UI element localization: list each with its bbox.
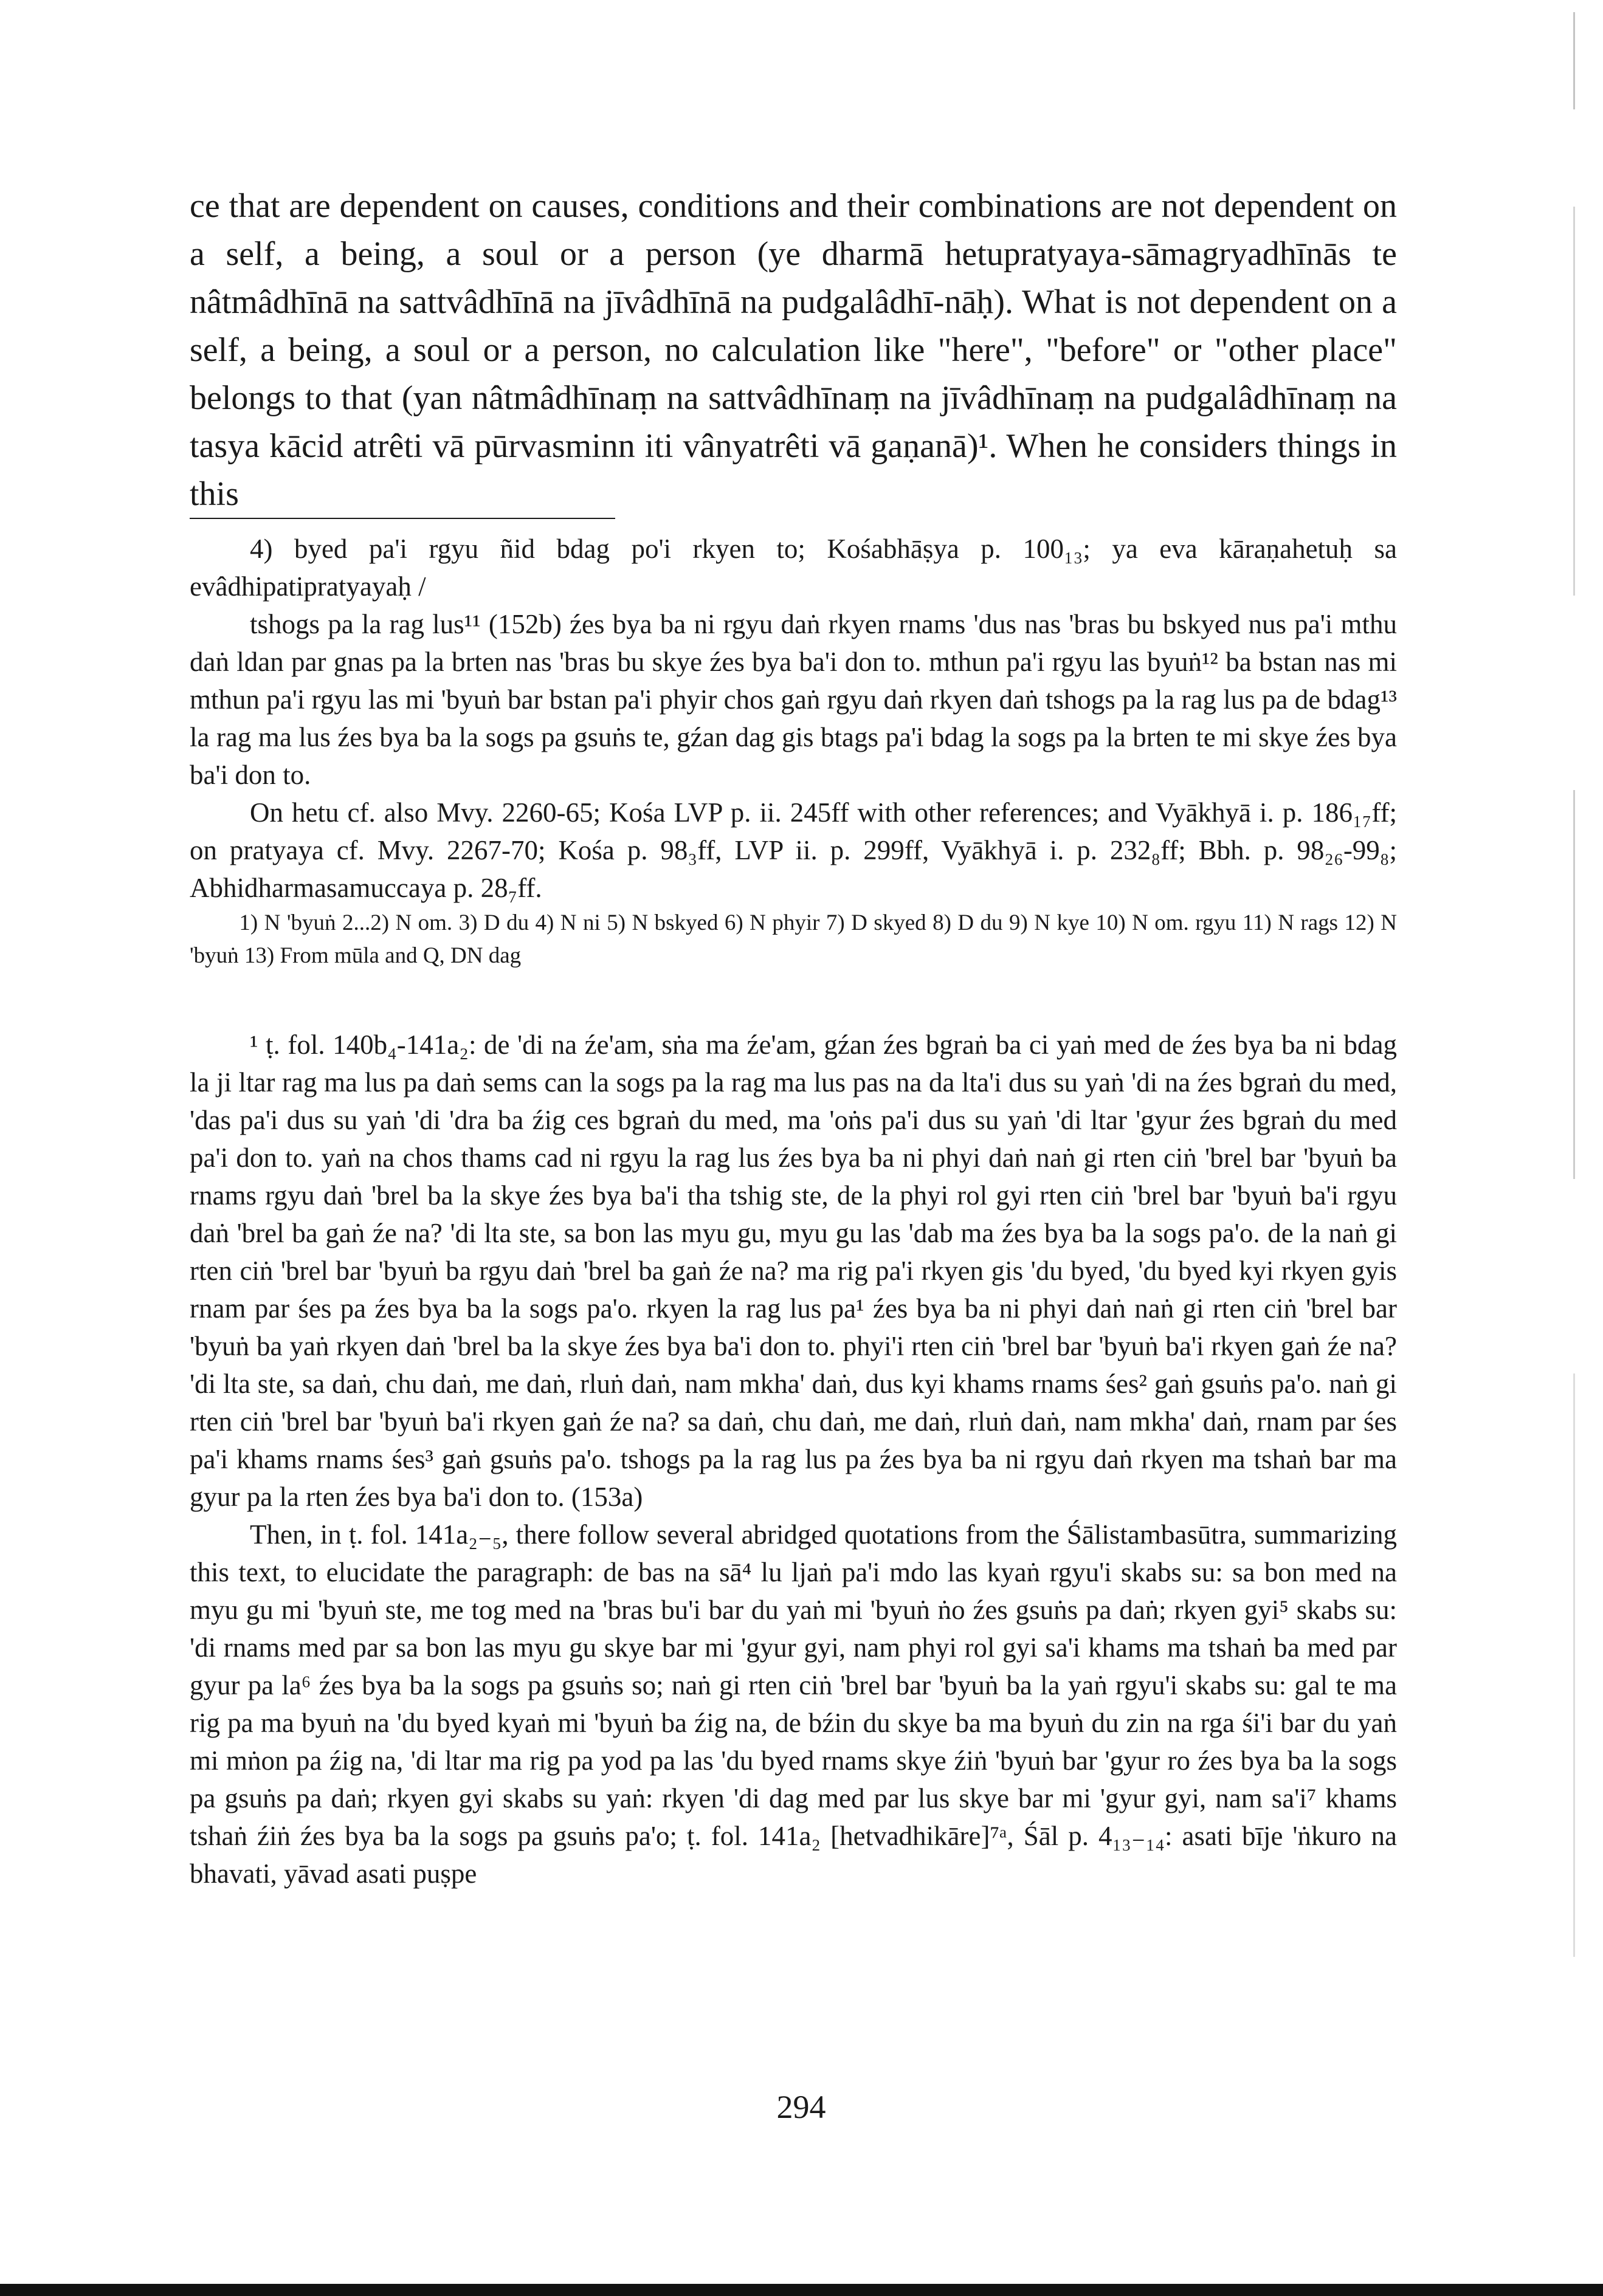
footnote-4-intro: 4) byed pa'i rgyu ñid bdag po'i rkyen to; Kośabhāṣya p. 100₁₃; ya eva kāraṇahetuḥ sa evâdhipatipratyayaḥ / (190, 534, 1397, 602)
footnote-4-references: On hetu cf. also Mvy. 2260-65; Kośa LVP p. ii. 245ff with other references; and Vyākhyā i. p. 186₁₇ff; on pratyaya cf. Mvy. 2267-70; Kośa p. 98₃ff, LVP ii. p. 299ff, Vyākhyā i. p. 232₈ff; Bbh. p. 98₂₆-99₈; Abhidharmasamuccaya p. 28₇ff. (190, 797, 1397, 903)
scan-bottom-edge (0, 2284, 1603, 2296)
footnote-4-tibetan: tshogs pa la rag lus¹¹ (152b) źes bya ba ni rgyu daṅ rkyen rnams 'dus nas 'bras bu bskyed nus pa'i mthu daṅ ldan par gnas pa la brten nas 'bras bu skye źes bya ba'i don to. mthun pa'i rgyu las byuṅ¹² ba bstan nas mi mthun pa'i rgyu las mi 'byuṅ bar bstan pa'i phyir chos gaṅ rgyu daṅ rkyen daṅ tshogs pa la rag lus pa de bdag¹³ la rag ma lus źes bya ba la sogs pa gsuṅs te, gźan dag gis btags pa'i bdag la sogs pa la brten te mi skye źes bya ba'i don to. (190, 609, 1397, 790)
footnote-1-salistamba: Then, in ṭ. fol. 141a₂₋₅, there follow several abridged quotations from the Śālistambasūtra, summarizing this text, to elucidate the paragraph: de bas na sā⁴ lu ljaṅ pa'i mdo las kyaṅ rgyu'i skabs su: sa bon med na myu gu mi 'byuṅ ste, me tog med na 'bras bu'i bar du yaṅ mi 'byuṅ ṅo źes gsuṅs pa daṅ; rkyen gyi⁵ skabs su: 'di rnams med par sa bon las myu gu skye bar mi 'gyur gyi, nam phyi rol gyi sa'i khams ma tshaṅ ba med par gyur pa la⁶ źes bya ba la sogs pa gsuṅs so; naṅ gi rten ciṅ 'brel bar 'byuṅ ba la yaṅ rgyu'i skabs su: gal te ma rig pa ma byuṅ na 'du byed kyaṅ mi 'byuṅ ba źig na, de bźin du skye ba ma byuṅ du zin na rga śi'i bar du yaṅ mi mṅon pa źig na, 'di ltar ma rig pa yod pa las 'du byed rnams skye źiṅ 'byuṅ bar 'gyur ro źes bya ba la sogs pa gsuṅs pa daṅ; rkyen gyi skabs su yaṅ: rkyen 'di dag med par lus skye bar mi 'gyur gyi, nam sa'i⁷ khams tshaṅ źiṅ źes bya ba la sogs pa gsuṅs pa'o; ṭ. fol. 141a₂ [hetvadhikāre]⁷ᵃ, Śāl p. 4₁₃₋₁₄: asati bīje 'ṅkuro na bhavati, yāvad asati puṣpe (190, 1519, 1397, 1889)
scan-margin-artifact (1573, 12, 1575, 1957)
page-number: 294 (776, 2089, 826, 2125)
main-paragraph: ce that are dependent on causes, conditions and their combinations are not dependent on a self, a being, a soul or a person (ye dharmā hetupratyaya-sāmagryadhīnās te nâtmâdhīnā na sattvâdhīnā na jīvâdhīnā na pudgalâdhī-nāḥ). What is not dependent on a self, a being, a soul or a person, no calculation like "here", "before" or "other place" belongs to that (yan nâtmâdhīnaṃ na sattvâdhīnaṃ na jīvâdhīnaṃ na pudgalâdhīnaṃ na tasya kācid atrêti vā pūrvasminn iti vânyatrêti vā gaṇanā)¹. When he considers things in this (190, 187, 1397, 513)
footnote-1 (190, 1026, 1397, 1892)
main-text (190, 182, 1397, 518)
footnote-rule (190, 518, 615, 519)
footnote-4 (190, 530, 1397, 972)
footnote-variants: 1) N 'byuṅ 2...2) N om. 3) D du 4) N ni 5) N bskyed 6) N phyir 7) D skyed 8) D du 9) N kye 10) N om. rgyu 11) N rags 12) N 'byuṅ 13) From mūla and Q, DN dag (190, 910, 1397, 968)
footnote-1-commentary: ¹ ṭ. fol. 140b₄-141a₂: de 'di na źe'am, sṅa ma źe'am, gźan źes bgraṅ ba ci yaṅ med de źes bya ba ni bdag la ji ltar rag ma lus pa daṅ sems can la sogs pa la rag ma lus pas na da lta'i dus su yaṅ 'di na źes bgraṅ du med, 'das pa'i dus su yaṅ 'di 'dra ba źig ces bgraṅ du med, ma 'oṅs pa'i dus su yaṅ 'di ltar 'gyur źes bgraṅ du med pa'i don to. yaṅ na chos thams cad ni rgyu la rag lus źes bya ba ni phyi daṅ naṅ gi rten ciṅ 'brel bar 'byuṅ ba rnams rgyu daṅ 'brel ba la skye źes bya ba'i tha tshig ste, de la phyi rol gyi rten ciṅ 'brel bar 'byuṅ ba'i rgyu daṅ 'brel ba gaṅ źe na? 'di lta ste, sa bon las myu gu, myu gu las 'dab ma źes bya ba la sogs pa'o. de la naṅ gi rten ciṅ 'brel bar 'byuṅ ba rgyu daṅ 'brel ba gaṅ źe na? ma rig pa'i rkyen gis 'du byed, 'du byed kyi rkyen gyis rnam par śes pa źes bya ba la sogs pa'o. rkyen la rag lus pa¹ źes bya ba ni phyi daṅ naṅ gi rten ciṅ 'brel bar 'byuṅ ba yaṅ rkyen daṅ 'brel ba la skye źes bya ba'i don to. phyi'i rten ciṅ 'brel bar 'byuṅ ba'i rkyen gaṅ źe na? 'di lta ste, sa daṅ, chu daṅ, me daṅ, rluṅ daṅ, nam mkha' daṅ, dus kyi khams rnams śes² gaṅ gsuṅs pa'o. naṅ gi rten ciṅ 'brel bar 'byuṅ ba'i rkyen gaṅ źe na? sa daṅ, chu daṅ, me daṅ, rluṅ daṅ, nam mkha' daṅ, rnam par śes pa'i khams rnams śes³ gaṅ gsuṅs pa'o. tshogs pa la rag lus pa źes bya ba ni rgyu daṅ rkyen ma tshaṅ bar ma gyur pa la rten źes bya ba'i don to. (153a) (190, 1029, 1397, 1512)
